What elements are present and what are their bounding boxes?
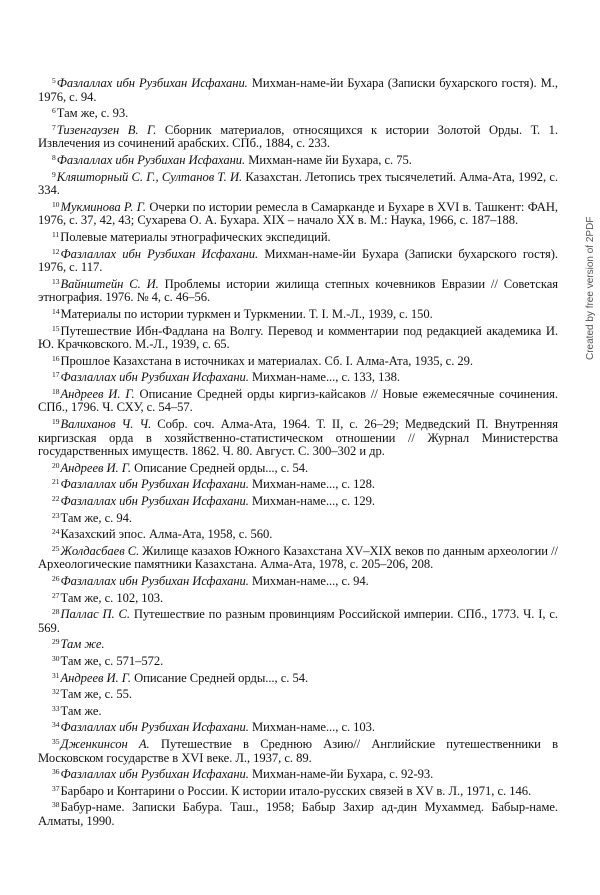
footnote: [38, 652, 558, 669]
footnote-number: 14: [52, 306, 60, 316]
footnote-author: Кляшторный С. Г., Султанов Т. И.: [56, 169, 243, 184]
footnote: [38, 245, 558, 275]
footnote: [38, 475, 558, 492]
footnote-text: Михман-наме..., с. 133, 138.: [248, 370, 400, 385]
footnote-author: Фазлаллах ибн Рузбихан Исфахани.: [56, 152, 246, 167]
footnote-number: 37: [52, 783, 60, 793]
footnote-text: Сборник материалов, относящихся к истории Золотой Орды. Т. 1. Извлечения из сочинений арабских. СПб., 1884, с. 233.: [38, 122, 558, 151]
footnote-author: Паллас П. С.: [60, 607, 130, 622]
footnote: [38, 168, 558, 198]
footnote: [38, 492, 558, 509]
footnote-text: Михман-наме-йи Бухара, с. 92-93.: [248, 767, 434, 782]
footnote-text: Материалы по истории туркмен и Туркмении. Т. I. М.-Л., 1939, с. 150.: [60, 306, 433, 321]
footnote-text: Михман-наме..., с. 129.: [248, 494, 376, 509]
footnote-number: 28: [52, 607, 60, 617]
footnote-number: 6: [52, 106, 56, 116]
footnote-number: 13: [52, 276, 60, 286]
footnote-number: 11: [52, 229, 60, 239]
footnote-number: 33: [52, 703, 60, 713]
footnote: [38, 368, 558, 385]
footnote: [38, 685, 558, 702]
footnote-number: 10: [52, 199, 60, 209]
footnote-author: Валиханов Ч. Ч.: [60, 417, 152, 432]
footnote-text: Там же, с. 55.: [60, 687, 132, 702]
footnote-number: 9: [52, 169, 56, 179]
footnote-number: 35: [52, 736, 60, 746]
footnote-author: Фазлаллах ибн Рузбихан Исфахани.: [60, 767, 249, 782]
footnote-author: Фазлаллах ибн Рузбихан Исфахани.: [60, 246, 259, 261]
footnote-text: Михман-наме..., с. 103.: [248, 720, 376, 735]
footnote-text: Очерки по истории ремесла в Самарканде и Бухаре в XVI в. Ташкент: ФАН, 1976, с. 37, 42, 43; Сухарева О. А. Бухара. XIX – начало XX в. М.: Наука, 1966, с. 187–188.: [38, 199, 558, 228]
footnote: [38, 669, 558, 686]
watermark: Created by free version of 2PDF: [585, 216, 596, 360]
footnote: [38, 305, 558, 322]
footnote: [38, 718, 558, 735]
footnote-author: Фазлаллах ибн Рузбихан Исфахани.: [60, 370, 249, 385]
footnote: [38, 104, 558, 121]
footnote: [38, 735, 558, 765]
footnote-text: Полевые материалы этнографических экспедиций.: [60, 229, 331, 244]
footnote-text: Там же, с. 93.: [56, 106, 129, 121]
footnote: [38, 151, 558, 168]
footnote-number: 18: [52, 386, 60, 396]
footnote: [38, 525, 558, 542]
footnote-number: 7: [52, 122, 56, 132]
footnote-number: 38: [52, 800, 60, 810]
footnote-number: 25: [52, 543, 60, 553]
footnote-author: Жолдасбаев С.: [60, 543, 140, 558]
footnote-number: 22: [52, 494, 60, 504]
footnote-text: Михман-наме..., с. 128.: [248, 477, 376, 492]
footnote-author: Фазлаллах ибн Рузбихан Исфахани.: [60, 494, 249, 509]
footnote: [38, 798, 558, 828]
footnote-text: Там же, с. 94.: [60, 510, 132, 525]
footnote-author: Фазлаллах ибн Рузбихан Исфахани.: [60, 720, 249, 735]
footnote-number: 34: [52, 720, 60, 730]
footnote: [38, 572, 558, 589]
footnote: [38, 542, 558, 572]
footnote-number: 17: [52, 370, 60, 380]
footnote: [38, 121, 558, 151]
footnote-text: Барбаро и Контарини о России. К истории итало-русских связей в XV в. Л., 1971, с. 146.: [60, 783, 532, 798]
footnote-number: 12: [52, 246, 60, 256]
footnote: [38, 322, 558, 352]
footnote-author: Фазлаллах ибн Рузбихан Исфахани.: [60, 574, 249, 588]
footnote-number: 30: [52, 653, 60, 663]
footnote-text: Путешествие в Среднюю Азию// Английские путешественники в Московском государстве в XVI веке. Л., 1937, с. 89.: [38, 736, 559, 765]
footnote-author: Фазлаллах ибн Рузбихан Исфахани.: [56, 76, 248, 90]
footnote-author: Мукминова Р. Г.: [60, 199, 147, 214]
footnote-author: Дженкинсон А.: [60, 736, 150, 751]
footnote-text: Прошлое Казахстана в источниках и материалах. Сб. I. Алма-Ата, 1935, с. 29.: [60, 353, 474, 368]
footnote-text: Михман-наме-йи Бухара (Записки бухарского гостя). М., 1976, с. 94.: [38, 76, 558, 104]
footnote-number: 27: [52, 590, 60, 600]
footnote: [38, 352, 558, 369]
footnote-number: 5: [52, 76, 56, 85]
footnote-number: 29: [52, 637, 60, 647]
footnote-text: Описание Средней орды киргиз-кайсаков // Новые ежемесячные сочинения. СПб., 1796. Ч. СХУ, с. 54–57.: [38, 386, 559, 415]
footnote-author: Вайнштейн С. И.: [60, 276, 159, 291]
footnote-author: Там же.: [60, 637, 105, 652]
footnote: [38, 702, 558, 719]
footnote-author: Андреев И. Г.: [60, 460, 132, 475]
footnote-text: Описание Средней орды..., с. 54.: [131, 670, 309, 685]
footnote-number: 26: [52, 574, 60, 583]
footnote: [38, 605, 558, 635]
footnote-number: 32: [52, 687, 60, 697]
footnote-number: 23: [52, 510, 60, 520]
footnote: [38, 74, 558, 104]
footnote-number: 16: [52, 353, 60, 363]
footnote-text: Там же, с. 571–572.: [60, 653, 164, 668]
footnote-number: 24: [52, 527, 60, 537]
footnote: [38, 415, 558, 459]
footnote-number: 19: [52, 417, 60, 427]
footnote-text: Бабур-наме. Записки Бабура. Таш., 1958; Бабыр Захир ад-дин Мухаммед. Бабыр-наме. Алматы, 1990.: [38, 800, 558, 828]
footnote: [38, 509, 558, 526]
footnote: [38, 589, 558, 606]
footnote-number: 21: [52, 477, 60, 487]
footnote-text: Казахстан. Летопись трех тысячелетий. Алма-Ата, 1992, с. 334.: [38, 169, 558, 198]
footnote: [38, 198, 558, 228]
footnote-number: 31: [52, 670, 60, 680]
footnote: [38, 782, 558, 799]
footnote: [38, 275, 558, 305]
footnote: [38, 765, 558, 782]
footnote-text: Проблемы истории жилища степных кочевников Евразии // Советская этнография. 1976. № 4, с. 46–56.: [38, 276, 559, 305]
footnote-text: Жилище казахов Южного Казахстана XV–XIX веков по данным археологии // Археологические памятники Казахстана. Алма-Ата, 1978, с. 205–206, 208.: [38, 543, 559, 572]
footnote-text: Казахский эпос. Алма-Ата, 1958, с. 560.: [60, 527, 273, 542]
footnote: [38, 385, 558, 415]
footnotes-list: [38, 74, 558, 829]
footnote-text: Михман-наме-йи Бухара (Записки бухарского гостя). 1976, с. 117.: [38, 246, 558, 275]
footnote-author: Андреев И. Г.: [60, 386, 135, 401]
footnote-text: Михман-наме йи Бухара, с. 75.: [245, 152, 412, 167]
footnote-text: Собр. соч. Алма-Ата, 1964. Т. II, с. 26–29; Медведский П. Внутренняя киргизская орда в хозяйственно-статистическом отношении // Журнал Министерства государственных имуществ. 1862. Ч. 80. Август. С. 300–302 и др.: [38, 417, 558, 459]
footnote-number: 15: [52, 323, 60, 333]
footnote-author: Андреев И. Г.: [60, 670, 132, 685]
footnote-text: Путешествие Ибн-Фадлана на Волгу. Перевод и комментарии под редакцией академика И. Ю. Крачковского. М.-Л., 1939, с. 65.: [38, 323, 558, 352]
footnote-number: 8: [52, 152, 56, 162]
footnote-number: 20: [52, 460, 60, 470]
footnote: [38, 635, 558, 652]
footnote-text: Путешествие по разным провинциям Российской империи. СПб., 1773. Ч. I, с. 569.: [38, 607, 558, 635]
footnote-author: Фазлаллах ибн Рузбихан Исфахани.: [60, 477, 249, 492]
footnote-number: 36: [52, 767, 60, 777]
footnote-text: Описание Средней орды..., с. 54.: [131, 460, 309, 475]
footnote: [38, 228, 558, 245]
footnote-text: Там же.: [60, 703, 102, 718]
footnote: [38, 459, 558, 476]
footnote-text: Там же, с. 102, 103.: [60, 590, 164, 605]
footnote-text: Михман-наме..., с. 94.: [248, 574, 369, 588]
footnote-author: Тизенгаузен В. Г.: [56, 122, 157, 137]
